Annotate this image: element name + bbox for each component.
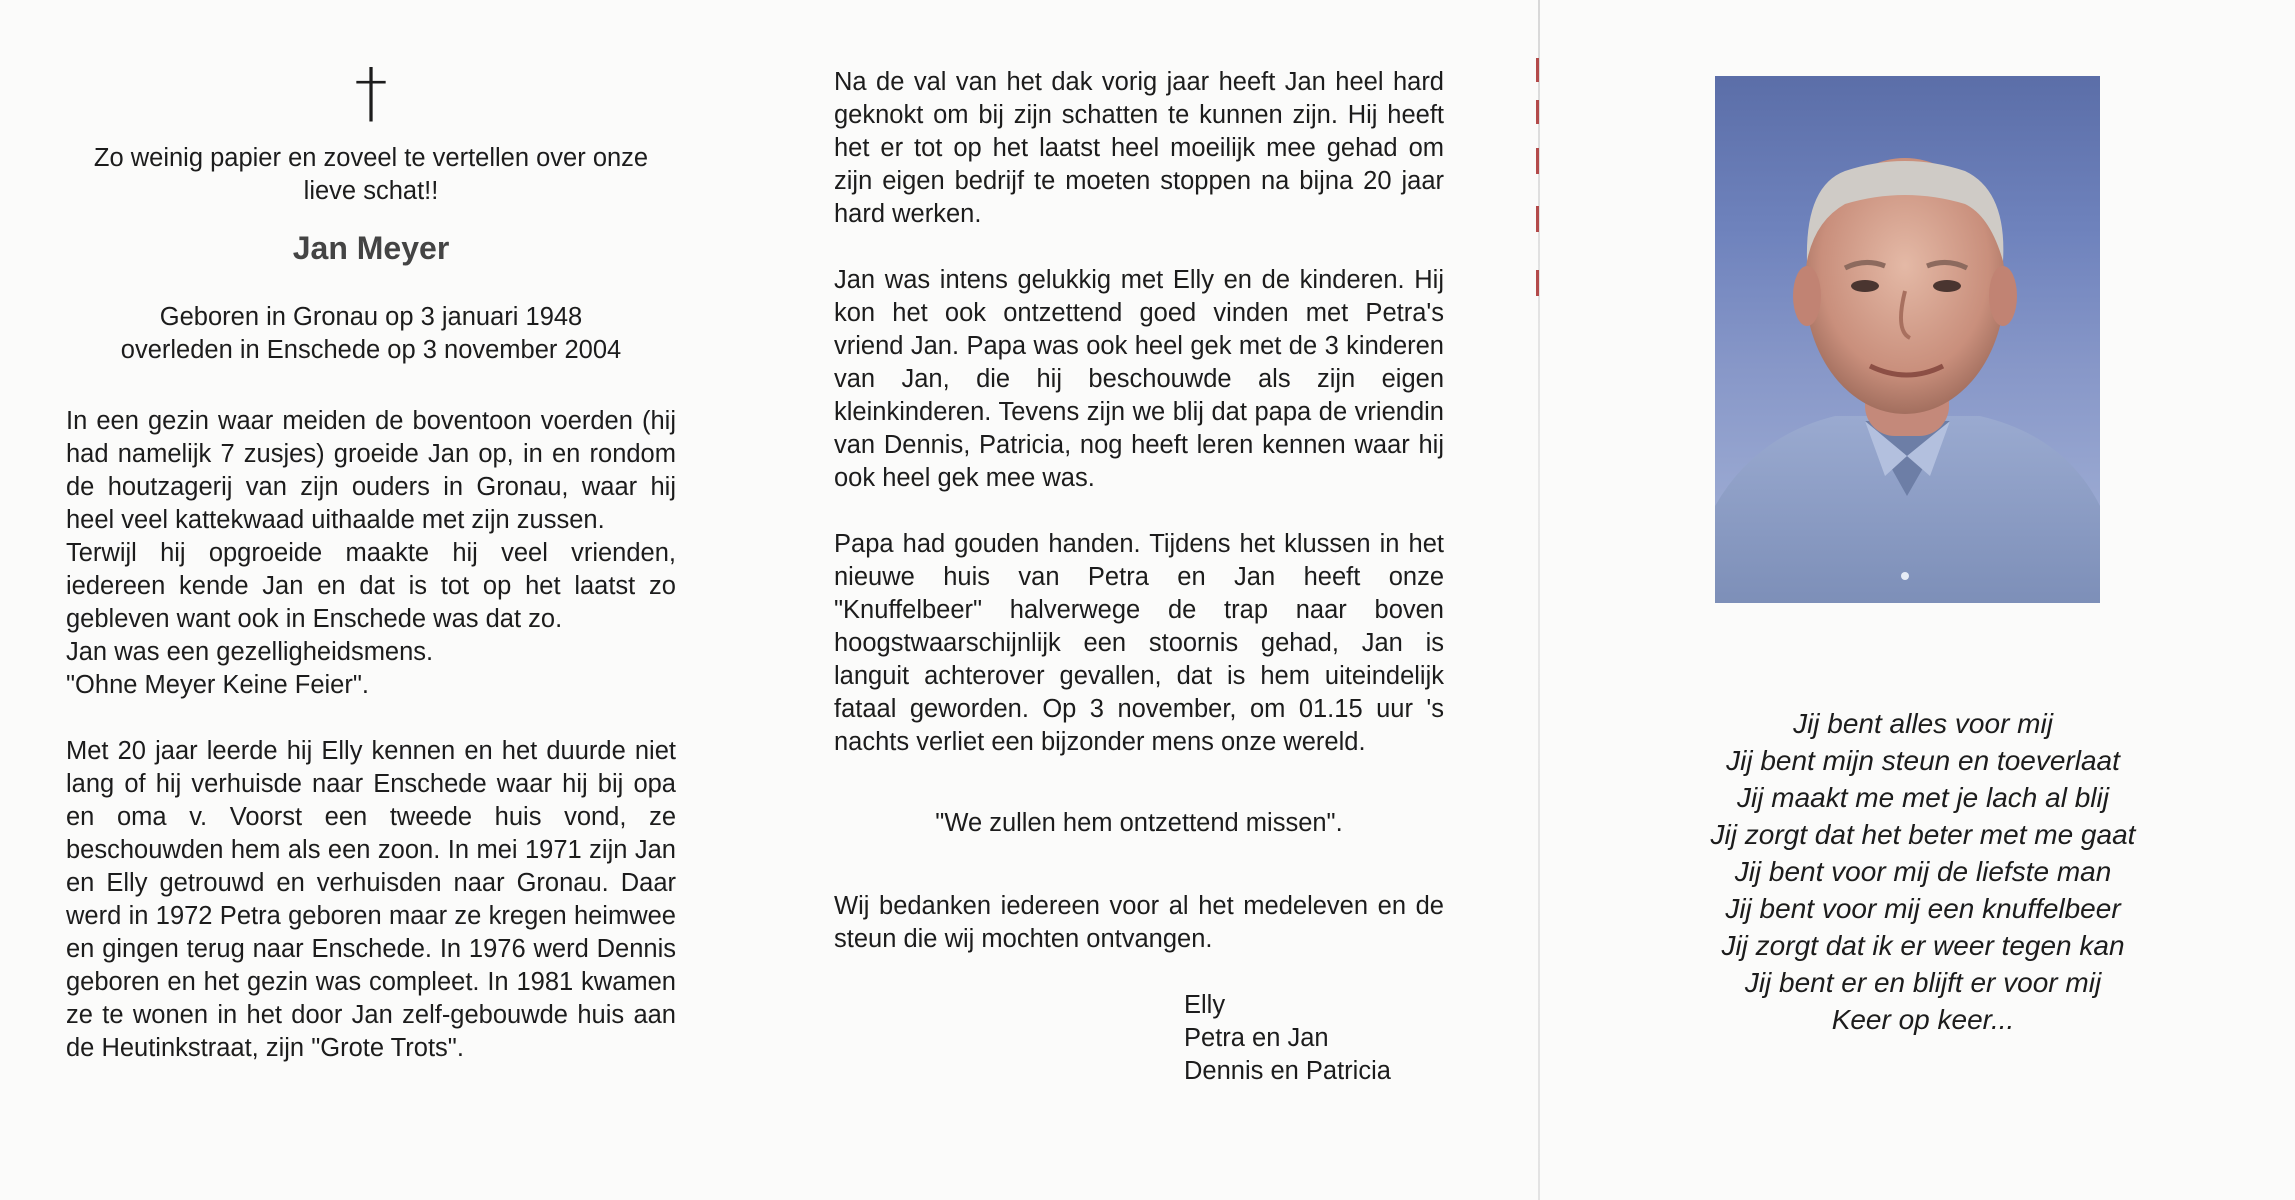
- signature-line: Dennis en Patricia: [1184, 1057, 1391, 1085]
- poem-line: Jij zorgt dat ik er weer tegen kan: [1721, 930, 2125, 961]
- left-column: [66, 54, 676, 1098]
- poem-line: Jij zorgt dat het beter met me gaat: [1710, 819, 2136, 850]
- signature-line: Elly: [1184, 991, 1226, 1019]
- story-paragraph-3: Papa had gouden handen. Tijdens het klussen in het nieuwe huis van Petra en Jan heeft onze "Knuffelbeer" halverwege de trap naar boven hoogstwaarschijnlijk een stoornis gehad, Jan is languit achterover gevallen, dat is hem uiteindelijk fataal geworden. Op 3 november, om 01.15 uur 's nachts verliet een bijzonder mens onze wereld.: [834, 530, 1444, 756]
- portrait-illustration: [1715, 76, 2100, 603]
- intro-text: Zo weinig papier en zoveel te vertellen over onze lieve schat!!: [93, 144, 649, 205]
- middle-column: [834, 66, 1444, 1088]
- poem-line: Jij bent mijn steun en toeverlaat: [1726, 745, 2120, 776]
- poem-line: Jij bent alles voor mij: [1793, 708, 2053, 739]
- thanks-paragraph: Wij bedanken iedereen voor al het medeleven en de steun die wij mochten ontvangen.: [834, 892, 1444, 953]
- biography-paragraph-2: Met 20 jaar leerde hij Elly kennen en het duurde niet lang of hij verhuisde naar Enschede waar hij bij opa en oma v. Voorst een tweede huis vond, ze beschouwden hem als een zoon. In mei 1971 zijn Jan en Elly getrouwd en verhuisden naar Gronau. Daar werd in 1972 Petra geboren maar ze kregen heimwee en gingen terug naar Enschede. In 1976 werd Dennis geboren en het gezin was compleet. In 1981 kwamen ze te wonen in het door Jan zelf-gebouwde huis aan de Heutinkstraat, zijn "Grote Trots".: [66, 737, 676, 1062]
- fold-mark: [1536, 206, 1539, 232]
- fold-mark: [1536, 100, 1539, 124]
- card-fold-line: [1538, 0, 1540, 1200]
- signature-line: Petra en Jan: [1184, 1024, 1329, 1052]
- signatures: [1184, 989, 1444, 1088]
- poem: [1628, 705, 2218, 1038]
- story-paragraph-1: Na de val van het dak vorig jaar heeft Jan heel hard geknokt om bij zijn schatten te kunnen zijn. Hij heeft het er tot op het laatst heel moeilijk mee gehad om zijn eigen bedrijf te moeten stoppen na bijna 20 jaar hard werken.: [834, 68, 1444, 228]
- life-dates: [66, 301, 676, 367]
- biography-sentence: Terwijl hij opgroeide maakte hij veel vrienden, iedereen kende Jan en dat is tot op het laatst zo gebleven want ook in Enschede was dat zo.: [66, 539, 676, 633]
- poem-line: Jij bent voor mij een knuffelbeer: [1725, 893, 2121, 924]
- story-paragraph-2: Jan was intens gelukkig met Elly en de kinderen. Hij kon het ook ontzettend goed vinden met Petra's vriend Jan. Papa was ook heel gek met de 3 kinderen van Jan, die hij beschouwde als zijn eigen kleinkinderen. Tevens zijn we blij dat papa de vriendin van Dennis, Patricia, nog heeft leren kennen waar hij ook heel gek mee was.: [834, 266, 1444, 492]
- biography-sentence: In een gezin waar meiden de boventoon voerden (hij had namelijk 7 zusjes) groeide Jan op, in en rondom de houtzagerij van zijn ouders in Gronau, waar hij heel veel kattekwaad uithaalde met zijn zussen.: [66, 407, 676, 534]
- biography-sentence: Jan was een gezelligheidsmens.: [66, 638, 434, 666]
- fold-mark: [1536, 270, 1539, 296]
- right-panel: [1548, 0, 2295, 1200]
- poem-line: Jij maakt me met je lach al blij: [1737, 782, 2109, 813]
- fold-mark: [1536, 58, 1539, 82]
- deceased-name: Jan Meyer: [292, 230, 450, 266]
- fold-mark: [1536, 148, 1539, 174]
- poem-line: Keer op keer...: [1831, 1004, 2015, 1035]
- portrait-photo: [1715, 76, 2100, 603]
- death-line: overleden in Enschede op 3 november 2004: [120, 336, 622, 364]
- poem-line: Jij bent er en blijft er voor mij: [1744, 967, 2102, 998]
- birth-line: Geboren in Gronau op 3 januari 1948: [159, 303, 583, 331]
- poem-line: Jij bent voor mij de liefste man: [1734, 856, 2112, 887]
- biography-sentence: "Ohne Meyer Keine Feier".: [66, 671, 369, 699]
- biography-paragraph-1: [66, 405, 676, 702]
- cross-icon: †: [354, 54, 388, 131]
- closing-quote: "We zullen hem ontzettend missen".: [935, 809, 1343, 837]
